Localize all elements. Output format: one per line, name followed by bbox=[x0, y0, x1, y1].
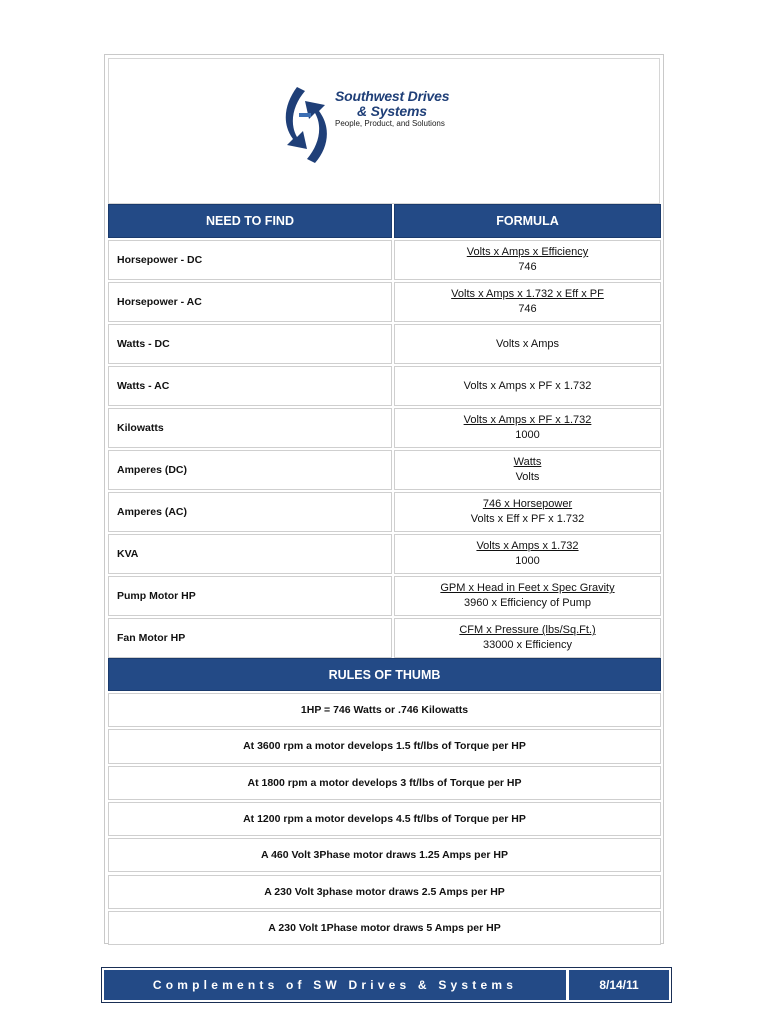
row-label: Horsepower - DC bbox=[108, 240, 392, 280]
logo-name bbox=[335, 89, 449, 119]
row-label: Horsepower - AC bbox=[108, 282, 392, 322]
formula-denominator: 1000 bbox=[515, 555, 540, 567]
footer-text: Complements of SW Drives & Systems bbox=[104, 970, 566, 1000]
rule-item: A 230 Volt 3phase motor draws 2.5 Amps per HP bbox=[108, 875, 661, 909]
formula-numerator: Volts x Amps x Efficiency bbox=[466, 246, 589, 258]
formula-numerator: 746 x Horsepower bbox=[482, 498, 573, 510]
rule-item: At 1800 rpm a motor develops 3 ft/lbs of Torque per HP bbox=[108, 766, 661, 800]
formula-denominator: 746 bbox=[518, 303, 537, 315]
header-formula: FORMULA bbox=[394, 204, 661, 238]
logo-panel bbox=[108, 58, 660, 204]
row-label: KVA bbox=[108, 534, 392, 574]
row-label: Watts - DC bbox=[108, 324, 392, 364]
formula-denominator: Volts x Amps bbox=[496, 337, 559, 350]
rule-item: A 230 Volt 1Phase motor draws 5 Amps per HP bbox=[108, 911, 661, 945]
footer bbox=[101, 967, 672, 1003]
formula-denominator: Volts x Amps x PF x 1.732 bbox=[463, 379, 592, 392]
rule-item: At 3600 rpm a motor develops 1.5 ft/lbs of Torque per HP bbox=[108, 729, 661, 763]
row-formula bbox=[394, 450, 661, 490]
row-formula bbox=[394, 240, 661, 280]
formula-denominator: 746 bbox=[518, 261, 537, 273]
row-label: Amperes (DC) bbox=[108, 450, 392, 490]
row-formula bbox=[394, 324, 661, 364]
formula-numerator: Volts x Amps x PF x 1.732 bbox=[463, 414, 592, 426]
rule-item: 1HP = 746 Watts or .746 Kilowatts bbox=[108, 693, 661, 727]
row-label: Watts - AC bbox=[108, 366, 392, 406]
row-formula bbox=[394, 576, 661, 616]
row-formula bbox=[394, 492, 661, 532]
logo-tagline: People, Product, and Solutions bbox=[335, 119, 445, 128]
row-formula bbox=[394, 618, 661, 658]
row-label: Pump Motor HP bbox=[108, 576, 392, 616]
formula-denominator: 3960 x Efficiency of Pump bbox=[464, 597, 591, 609]
formula-denominator: Volts x Eff x PF x 1.732 bbox=[470, 513, 585, 525]
logo-name-line2: & Systems bbox=[357, 103, 427, 119]
row-formula bbox=[394, 534, 661, 574]
formula-numerator: Volts x Amps x 1.732 x Eff x PF bbox=[451, 288, 604, 300]
formula-numerator: GPM x Head in Feet x Spec Gravity bbox=[440, 582, 615, 594]
formula-numerator: Volts x Amps x 1.732 bbox=[476, 540, 579, 552]
rule-item: A 460 Volt 3Phase motor draws 1.25 Amps per HP bbox=[108, 838, 661, 872]
formula-numerator: CFM x Pressure (lbs/Sq.Ft.) bbox=[459, 624, 596, 636]
row-label: Kilowatts bbox=[108, 408, 392, 448]
row-formula bbox=[394, 408, 661, 448]
reference-sheet bbox=[104, 54, 664, 944]
rules-header: RULES OF THUMB bbox=[108, 658, 661, 691]
row-label: Fan Motor HP bbox=[108, 618, 392, 658]
header-need-to-find: NEED TO FIND bbox=[108, 204, 392, 238]
footer-date: 8/14/11 bbox=[569, 970, 669, 1000]
formula-numerator: Watts bbox=[513, 456, 542, 468]
company-logo bbox=[275, 83, 475, 169]
rule-item: At 1200 rpm a motor develops 4.5 ft/lbs of Torque per HP bbox=[108, 802, 661, 836]
row-label: Amperes (AC) bbox=[108, 492, 392, 532]
logo-name-line1: Southwest Drives bbox=[335, 88, 450, 104]
formula-denominator: 33000 x Efficiency bbox=[482, 639, 573, 651]
row-formula bbox=[394, 282, 661, 322]
row-formula bbox=[394, 366, 661, 406]
formula-denominator: 1000 bbox=[515, 429, 540, 441]
formula-denominator: Volts bbox=[515, 471, 540, 483]
arrows-logo-icon bbox=[275, 83, 335, 169]
